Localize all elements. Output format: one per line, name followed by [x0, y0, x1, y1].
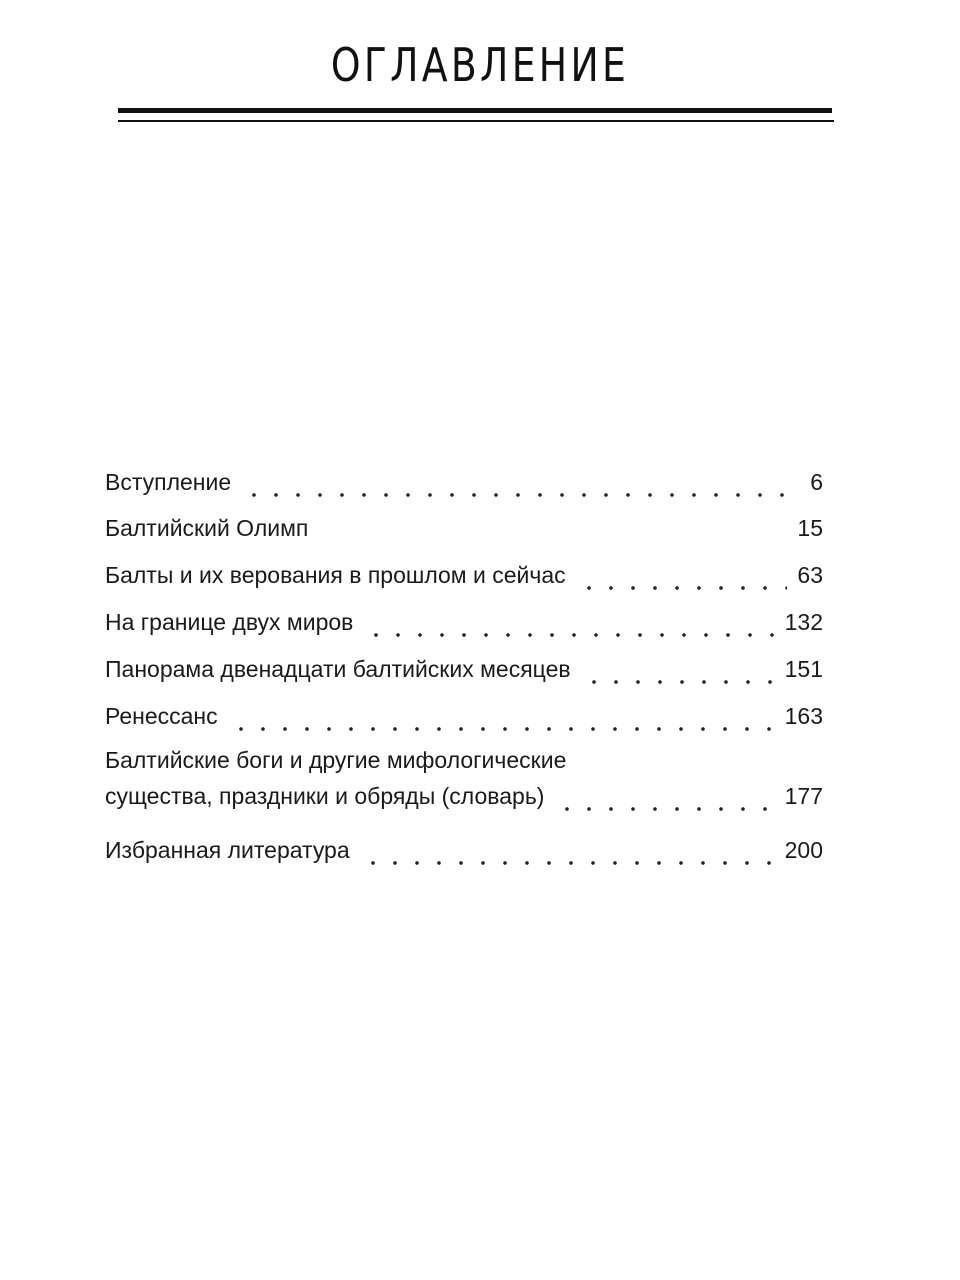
toc-entry[interactable]	[105, 745, 823, 815]
dot-leader	[239, 471, 787, 497]
page-title: ОГЛАВЛЕНИЕ	[330, 38, 630, 92]
toc-entry-label: Панорама двенадцати балтийских месяцев	[105, 654, 579, 684]
toc-entry-page: 132	[784, 609, 823, 635]
title-rule-thick	[118, 108, 832, 113]
toc-entry[interactable]	[105, 603, 823, 637]
toc-entry-label: Ренессанс	[105, 701, 226, 731]
toc-entry-label: На границе двух миров	[105, 607, 361, 637]
dot-leader	[358, 839, 779, 865]
dot-leader	[226, 705, 779, 731]
toc-entry-page: 6	[810, 469, 823, 495]
dot-leader	[579, 658, 779, 684]
toc-entry-label: Балтийский Олимп	[105, 513, 316, 543]
toc-entry-label: Вступление	[105, 467, 239, 497]
toc-entry-page: 63	[797, 562, 823, 588]
toc-entry-page: 151	[784, 656, 823, 682]
toc-entry-label: Избранная литература	[105, 835, 358, 865]
toc-entry[interactable]	[105, 556, 823, 590]
dot-leader	[316, 517, 787, 543]
toc-entry[interactable]	[105, 463, 823, 497]
toc-entry-label-line1: Балтийские боги и другие мифологические	[105, 747, 567, 773]
toc-entry[interactable]	[105, 509, 823, 543]
dot-leader	[361, 611, 778, 637]
toc-entry-page: 15	[797, 515, 823, 541]
toc-entry-label: Балты и их верования в прошлом и сейчас	[105, 560, 574, 590]
dot-leader	[552, 785, 778, 811]
toc-entry-page: 200	[784, 837, 823, 863]
title-rule-thin	[118, 120, 834, 122]
toc-entry[interactable]	[105, 650, 823, 684]
toc-entry-page: 163	[784, 703, 823, 729]
toc-entry[interactable]	[105, 697, 823, 731]
dot-leader	[574, 564, 787, 590]
toc-entry-page: 177	[784, 783, 823, 809]
toc-entry-label-line2: существа, праздники и обряды (словарь)	[105, 781, 552, 811]
toc-entry[interactable]	[105, 831, 823, 865]
